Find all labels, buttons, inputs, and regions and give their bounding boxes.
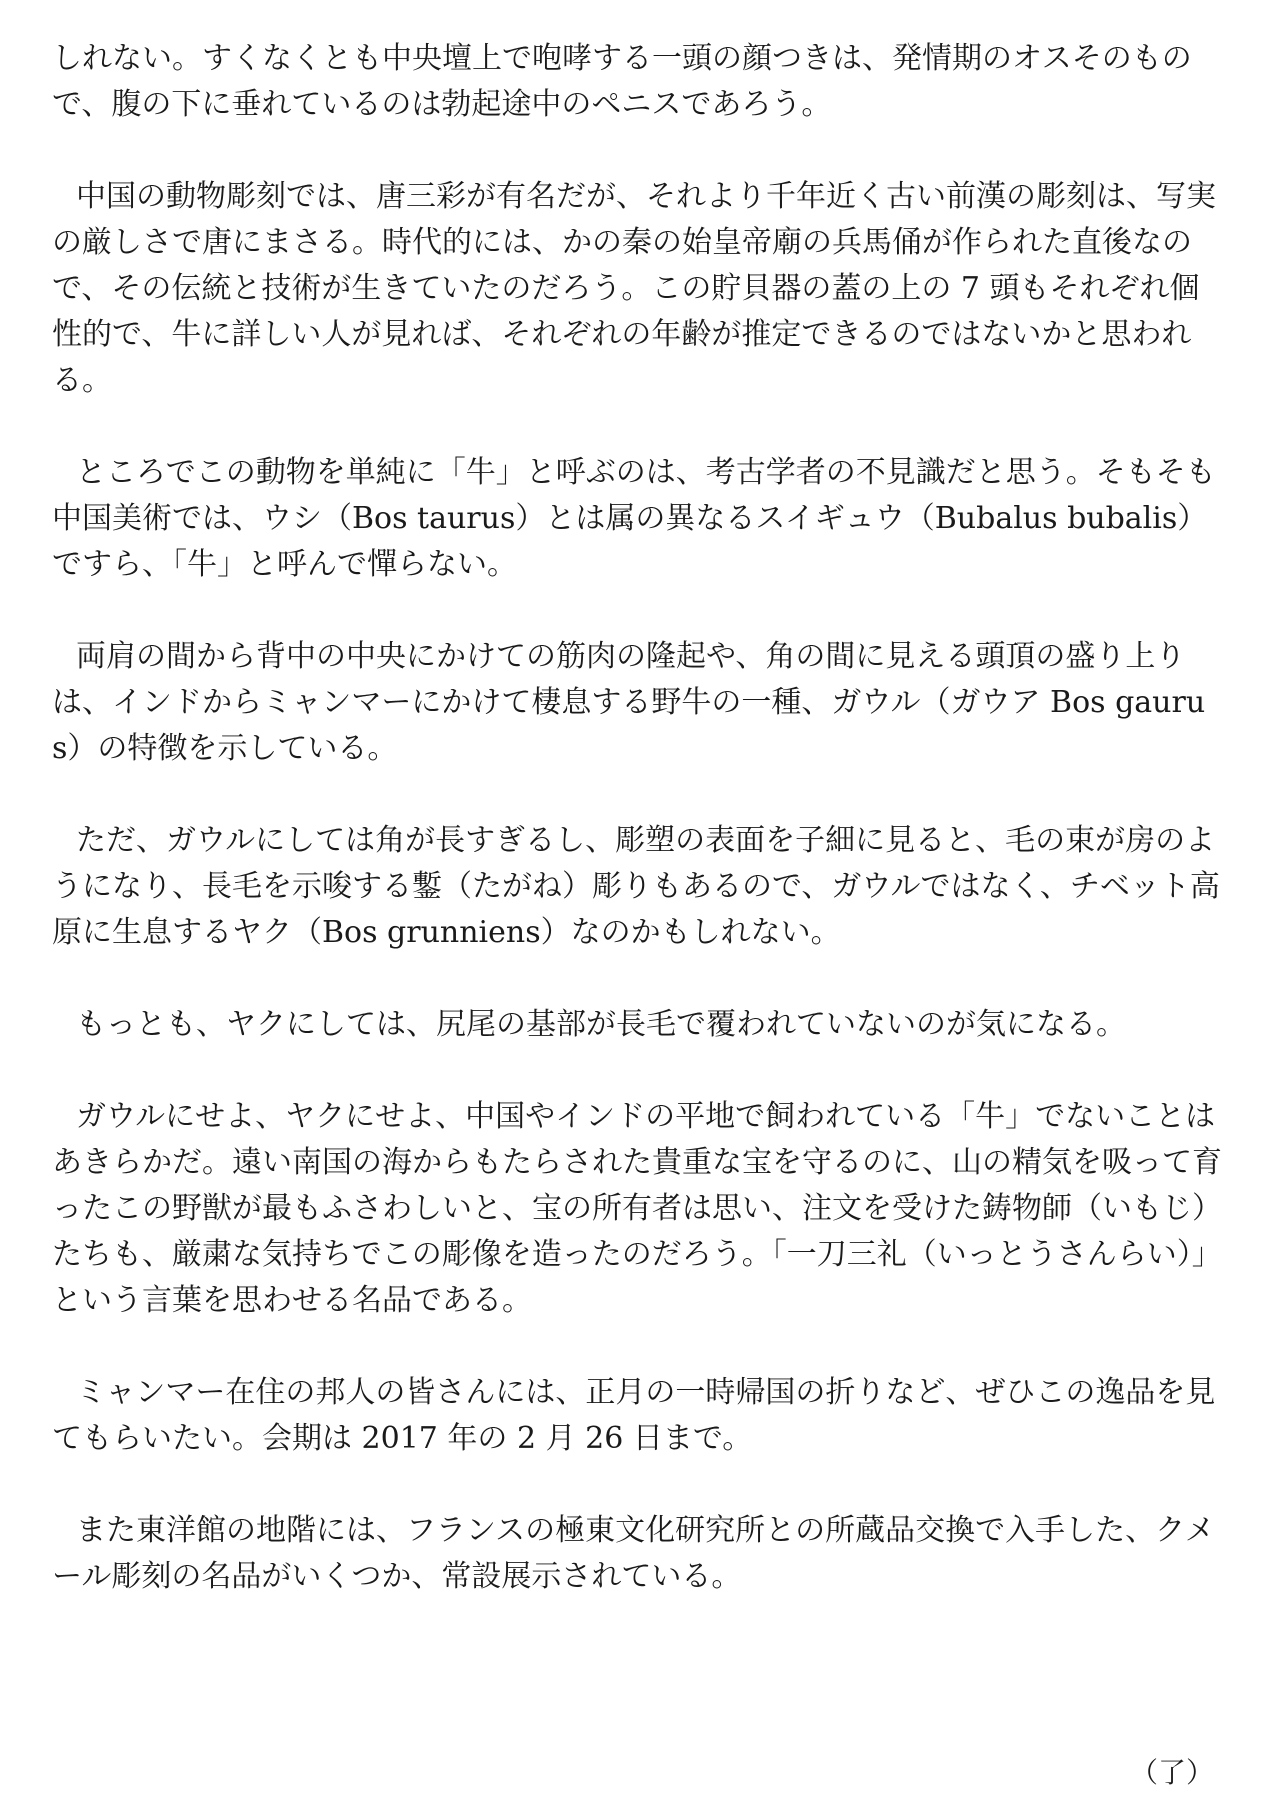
closing-mark: （了） — [1129, 1756, 1214, 1789]
paragraph-gap — [52, 1462, 1228, 1508]
paragraph-7: ガウルにせよ、ヤクにせよ、中国やインドの平地で飼われている「牛」でないことはあきらかだ。遠い南国の海からもたらされた貴重な宝を守るのに、山の精気を吸って育ったこの野獣が最もふさわしいと、宝の所有者は思い、注文を受けた鋳物師（いもじ）たちも、厳粛な気持ちでこの彫像を造ったのだろう。「一刀三礼（いっとうさんらい）」という言葉を思わせる名品である。 — [52, 1099, 1222, 1318]
paragraph-gap — [52, 956, 1228, 1002]
paragraph-9: また東洋館の地階には、フランスの極東文化研究所との所蔵品交換で入手した、クメール彫刻の名品がいくつか、常設展示されている。 — [52, 1513, 1215, 1594]
paragraph-gap — [52, 128, 1228, 174]
paragraph-2: 中国の動物彫刻では、唐三彩が有名だが、それより千年近く古い前漢の彫刻は、写実の厳しさで唐にまさる。時代的には、かの秦の始皇帝廟の兵馬俑が作られた直後なので、その伝統と技術が生きていたのだろう。この貯貝器の蓋の上の 7 頭もそれぞれ個性的で、牛に詳しい人が見れば、それぞれの年齢が推定できるのではないかと思われる。 — [52, 179, 1216, 398]
paragraph-gap — [52, 588, 1228, 634]
paragraph-gap — [52, 404, 1228, 450]
paragraph-4: 両肩の間から背中の中央にかけての筋肉の隆起や、角の間に見える頭頂の盛り上りは、インドからミャンマーにかけて棲息する野牛の一種、ガウル（ガウア Bos gaurus）の特徴を示している。 — [52, 639, 1206, 766]
paragraph-gap — [52, 772, 1228, 818]
paragraph-8: ミャンマー在住の邦人の皆さんには、正月の一時帰国の折りなど、ぜひこの逸品を見てもらいたい。会期は 2017 年の 2 月 26 日まで。 — [52, 1375, 1216, 1456]
paragraph-5: ただ、ガウルにしては角が長すぎるし、彫塑の表面を子細に見ると、毛の束が房のようになり、長毛を示唆する鏨（たがね）彫りもあるので、ガウルではなく、チベット高原に生息するヤク（Bos grunniens）なのかもしれない。 — [52, 823, 1220, 950]
paragraph-1: しれない。すくなくとも中央壇上で咆哮する一頭の顔つきは、発情期のオスそのもので、腹の下に垂れているのは勃起途中のペニスであろう。 — [52, 41, 1192, 122]
paragraph-gap — [52, 1048, 1228, 1094]
paragraph-3: ところでこの動物を単純に「牛」と呼ぶのは、考古学者の不見識だと思う。そもそも中国美術では、ウシ（Bos taurus）とは属の異なるスイギュウ（Bubalus bubalis）ですら、「牛」と呼んで憚らない。 — [52, 455, 1216, 582]
paragraph-gap — [52, 1324, 1228, 1370]
paragraph-6: もっとも、ヤクにしては、尻尾の基部が長毛で覆われていないのが気になる。 — [76, 1007, 1126, 1042]
